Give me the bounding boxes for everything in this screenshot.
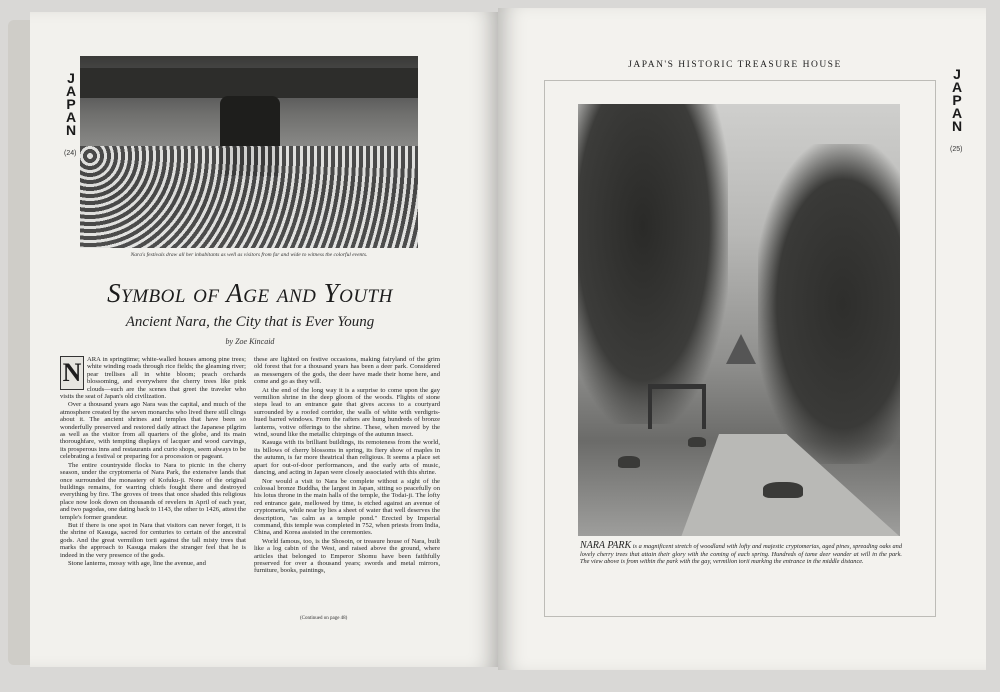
magazine-letter: N	[65, 122, 77, 138]
right-magazine-name	[950, 68, 964, 133]
nara-park-photo	[578, 104, 900, 536]
magazine-letter: A	[951, 105, 963, 121]
article-title: Symbol of Age and Youth	[107, 278, 393, 308]
left-page-number: (24)	[64, 150, 77, 157]
running-header: JAPAN'S HISTORIC TREASURE HOUSE	[628, 60, 842, 70]
continued-note: (Continued on page 48)	[300, 616, 348, 621]
caption-lead: NARA PARK	[580, 540, 632, 551]
photo-torii-gate	[648, 384, 706, 429]
photo-pagoda	[726, 334, 756, 364]
photo-deer	[763, 482, 803, 498]
magazine-letter: N	[951, 118, 963, 134]
left-magazine-name	[64, 72, 78, 137]
magazine-letter: J	[67, 70, 75, 86]
article-column-1	[60, 356, 246, 568]
paragraph: Over a thousand years ago Nara was the capital, and much of the atmosphere created by the seven monarchs who lived there still clings about it. The ancient shrines and temples that have been so wonderfully preserved and restored daily attract the Japanese pilgrim as well as the visitor from all quarters of the globe, and its main thoroughfare, with tempting displays of lacquer and wood carvings, its prosperous inns and restaurants and curio shops, seem always to be celebrating a festival or preparing for a procession or pageant.	[60, 401, 246, 461]
magazine-letter: J	[953, 66, 961, 82]
paragraph: The entire countryside flocks to Nara to picnic in the cherry season, under the cryptomeria of Nara Park, the extensive lands that once surrounded the monastery of Kofuku-ji. None of the original buildings remains, for warring chiefs fought there and destroyed everything by fire. The groves of trees that once shaded this religious place now look down on thousands of revelers in April of each year, and two pagodas, one dating back to 1143, the other to 1426, attest the temple's former grandeur.	[60, 461, 246, 521]
article-subtitle: Ancient Nara, the City that is Ever Young	[125, 314, 375, 330]
paragraph: But if there is one spot in Nara that visitors can never forget, it is the shrine of Kasuga, sacred for centuries to certain of the ancestral gods. And the great vermilion torii against the tall misty trees that marks the approach to Kasuga makes the stranger feel that he is indeed in the very presence of the gods.	[60, 521, 246, 559]
magazine-letter: A	[65, 109, 77, 125]
paragraph-text: ARA in springtime; white-walled houses among pine trees; white winding roads through rice fields; the gleaming river; pear trellises all in white bloom; peach orchards blossoming, and everywhere the cherry trees like pink clouds—such are the scenes that greet the traveler who visits the seat of Japan's old civilization.	[60, 356, 246, 401]
photo-tree-left	[578, 104, 728, 424]
paragraph: Stone lanterns, mossy with age, line the avenue, and	[68, 559, 206, 567]
caption-text: is a magnificent stretch of woodland with lofty and majestic cryptomerias, aged pines, spreading oaks and lovely cherry trees that attain their glory with the coming of each spring. Hundreds of tame deer wander at will in the park. The view above is from within the park with the gay, vermilion torii marking the entrance in the middle distance.	[580, 543, 902, 566]
magazine-letter: A	[951, 79, 963, 95]
article-byline: by Zoe Kincaid	[225, 337, 275, 346]
magazine-letter: P	[66, 96, 76, 112]
festival-photo	[80, 56, 418, 248]
paragraph: Nor would a visit to Nara be complete without a sight of the colossal bronze Buddha, the largest in Japan, sitting so peacefully on his lotus throne in the main halls of the temple, the Todai-ji. The lofty red entrance gate, mellowed by time, is etched against an avenue of cryptomeria, while near by lies a sheet of water that well deserves the description, "as calm as a temple pond." Erected by Imperial command, this temple was completed in 752, when priests from India, China, and Korea assisted in the ceremonies.	[254, 477, 440, 537]
paragraph: At the end of the long way it is a surprise to come upon the gay vermilion shrine in the deep gloom of the woods. Flights of stone steps lead to an entrance gate that gives access to a courtyard surrounded by a roofed corridor, the walls of white with verdigris-hued barred windows. From the rafters are hung hundreds of bronze lanterns, votive offerings to the shrine. These, when moved by the wind, sound like the metallic chirpings of the autumn insect.	[254, 386, 440, 439]
dropcap: N	[60, 356, 84, 390]
festival-photo-caption: Nara's festivals draw all her inhabitants as well as visitors from far and wide to witness the colorful events.	[130, 252, 368, 258]
paragraph: these are lighted on festive occasions, making fairyland of the grim old forest that for a thousand years has been a deer park. Considered as messengers of the gods, the deer have made their home here, and come and go as they will.	[254, 356, 440, 386]
magazine-letter: A	[65, 83, 77, 99]
right-page-number: (25)	[950, 146, 963, 153]
article-column-2	[254, 356, 440, 576]
paragraph	[60, 356, 246, 400]
photo-crowd	[80, 146, 418, 248]
magazine-letter: P	[952, 92, 962, 108]
nara-park-caption	[580, 542, 902, 566]
photo-deer	[618, 456, 640, 468]
photo-deer	[688, 437, 706, 447]
paragraph: Kasuga with its brilliant buildings, its remoteness from the world, its billows of cherry blossoms in spring, its fiery show of maples in the autumn, is far more theatrical than religious. It seems a place set apart for out-of-door performances, and the early arts of music, dancing, and acting in Japan were closely associated with this shrine.	[254, 439, 440, 477]
photo-tree-right	[758, 144, 900, 464]
photo-roofline	[80, 68, 418, 98]
paragraph: World famous, too, is the Shosoin, or treasure house of Nara, built like a log cabin of the West, and raised above the ground, where articles that belonged to Emperor Shomu have been faithfully preserved for over a thousand years; swords and metal mirrors, furniture, books, paintings,	[254, 537, 440, 575]
